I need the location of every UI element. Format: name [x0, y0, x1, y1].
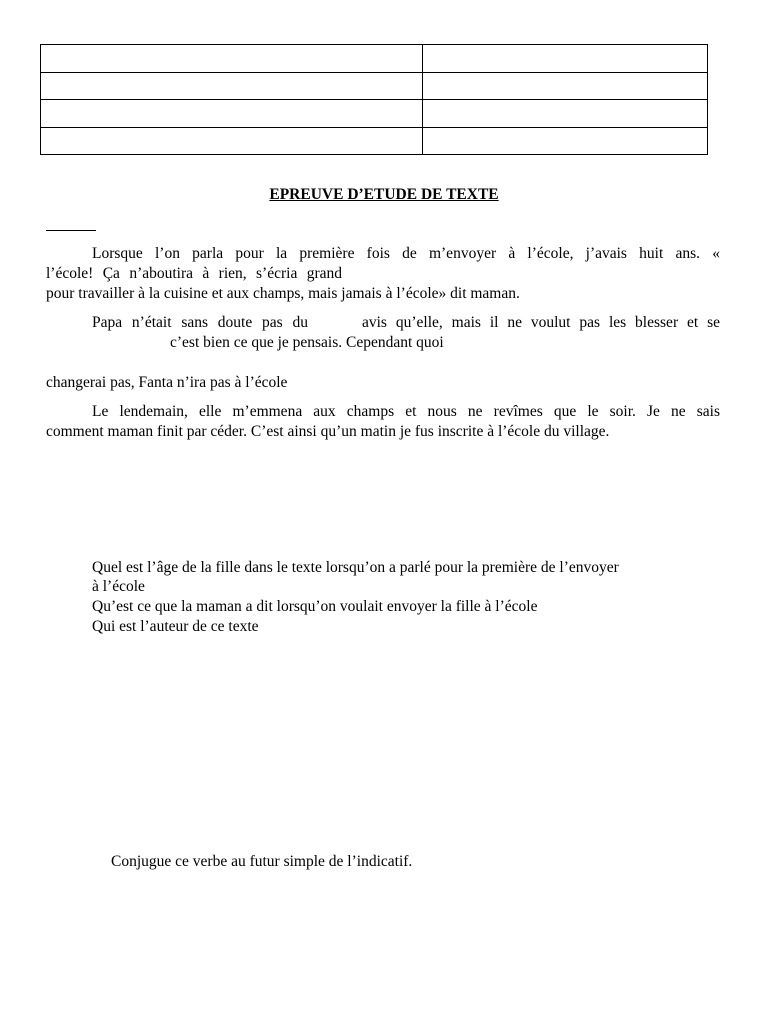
- table-cell: [41, 45, 423, 73]
- table-cell: [423, 45, 708, 73]
- table-cell: [41, 72, 423, 100]
- passage-p3-line2: comment maman finit par céder. C’est ainsi qu’un matin je fus inscrite à l’école du village.: [46, 423, 610, 440]
- passage-p2-line2: c’est bien ce que je pensais. Cependant quoi: [170, 334, 444, 351]
- document-title: EPREUVE D’ETUDE DE TEXTE: [269, 186, 499, 203]
- table-row: [41, 72, 708, 100]
- passage-p1-line2: l’école! Ça n’aboutira à rien, s’écria grand: [46, 265, 342, 282]
- passage-p2-line1b: avis qu’elle, mais il ne voulut pas les blesser et se: [362, 314, 720, 331]
- short-underline-divider: [46, 230, 96, 231]
- question-2: Qu’est ce que la maman a dit lorsqu’on voulait envoyer la fille à l’école: [92, 598, 538, 615]
- table-row: [41, 100, 708, 128]
- question-1-line2: à l’école: [92, 578, 145, 595]
- passage-p1-line3: pour travailler à la cuisine et aux champs, mais jamais à l’école» dit maman.: [46, 285, 520, 302]
- table-cell: [423, 72, 708, 100]
- table-cell: [423, 127, 708, 155]
- question-3: Qui est l’auteur de ce texte: [92, 618, 259, 635]
- table-cell: [41, 127, 423, 155]
- passage-p1-line1: Lorsque l’on parla pour la première fois de m’envoyer à l’école, j’avais huit ans. «: [92, 245, 720, 262]
- header-table: [40, 44, 708, 155]
- passage-p2-line3: changerai pas, Fanta n’ira pas à l’école: [46, 374, 288, 391]
- table-row: [41, 127, 708, 155]
- grammar-instruction: Conjugue ce verbe au futur simple de l’indicatif.: [111, 853, 413, 870]
- table-cell: [41, 100, 423, 128]
- passage-p3-line1: Le lendemain, elle m’emmena aux champs et nous ne revîmes que le soir. Je ne sais: [92, 403, 720, 420]
- table-row: [41, 45, 708, 73]
- passage-p2-line1a: Papa n’était sans doute pas du: [92, 314, 308, 331]
- question-1-line1: Quel est l’âge de la fille dans le texte lorsqu’on a parlé pour la première de l’envoyer: [92, 559, 619, 576]
- table-cell: [423, 100, 708, 128]
